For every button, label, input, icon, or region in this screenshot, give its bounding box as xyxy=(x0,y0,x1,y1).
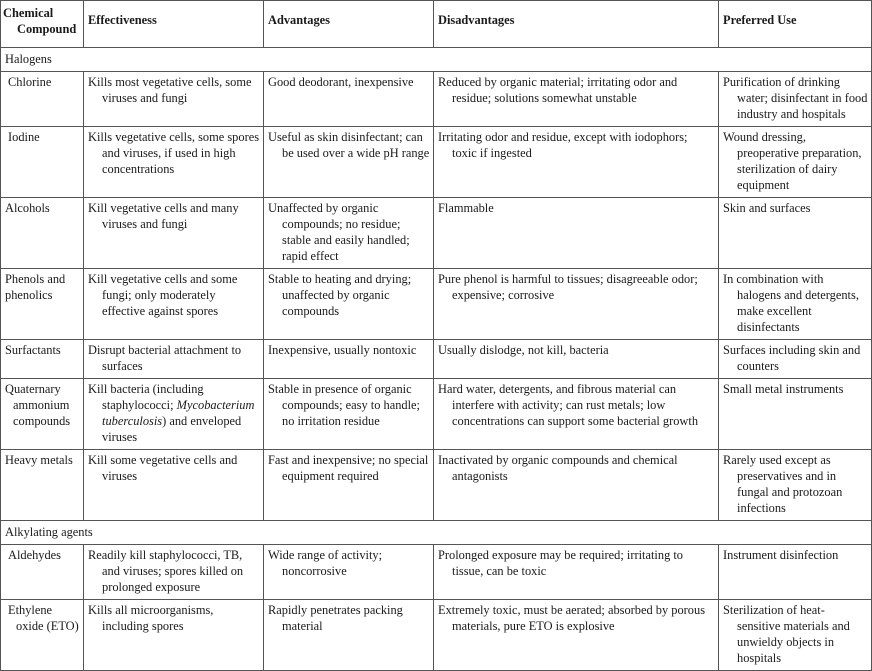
advantages-cell: Inexpensive, usually nontoxic xyxy=(264,340,434,379)
compound-name: Alcohols xyxy=(1,198,84,269)
advantages-cell: Fast and inexpensive; no special equipment required xyxy=(264,450,434,521)
effectiveness-cell: Kill vegetative cells and many viruses and fungi xyxy=(84,198,264,269)
compound-name: Phenols and phenolics xyxy=(1,269,84,340)
effectiveness-cell: Readily kill staphylococci, TB, and viruses; spores killed on prolonged exposure xyxy=(84,545,264,600)
disadvantages-cell: Irritating odor and residue, except with iodophors; toxic if ingested xyxy=(434,127,719,198)
compound-name: Aldehydes xyxy=(1,545,84,600)
table-row-alcohols xyxy=(1,198,872,269)
compound-name: Iodine xyxy=(1,127,84,198)
section-row-alkylating xyxy=(1,521,872,545)
advantages-cell: Useful as skin disinfectant; can be used over a wide pH range xyxy=(264,127,434,198)
section-label: Halogens xyxy=(1,48,872,72)
preferred-use-cell: In combination with halogens and detergents, make excellent disinfectants xyxy=(719,269,872,340)
compound-name: Ethylene oxide (ETO) xyxy=(1,600,84,671)
effectiveness-cell: Kills all microorganisms, including spores xyxy=(84,600,264,671)
compound-name: Chlorine xyxy=(1,72,84,127)
table-row-iodine xyxy=(1,127,872,198)
disadvantages-cell: Inactivated by organic compounds and chemical antagonists xyxy=(434,450,719,521)
table-row-quaternary xyxy=(1,379,872,450)
compound-name: Quaternary ammonium compounds xyxy=(1,379,84,450)
disadvantages-cell: Hard water, detergents, and fibrous material can interfere with activity; can rust metals; low concentrations can support some bacterial growth xyxy=(434,379,719,450)
effectiveness-cell: Disrupt bacterial attachment to surfaces xyxy=(84,340,264,379)
advantages-cell: Stable to heating and drying; unaffected by organic compounds xyxy=(264,269,434,340)
effectiveness-cell: Kill some vegetative cells and viruses xyxy=(84,450,264,521)
table-row-aldehydes xyxy=(1,545,872,600)
section-row-halogens xyxy=(1,48,872,72)
disadvantages-cell: Flammable xyxy=(434,198,719,269)
advantages-cell: Wide range of activity; noncorrosive xyxy=(264,545,434,600)
disadvantages-cell: Prolonged exposure may be required; irritating to tissue, can be toxic xyxy=(434,545,719,600)
advantages-cell: Unaffected by organic compounds; no residue; stable and easily handled; rapid effect xyxy=(264,198,434,269)
preferred-use-cell: Wound dressing, preoperative preparation, sterilization of dairy equipment xyxy=(719,127,872,198)
disadvantages-cell: Usually dislodge, not kill, bacteria xyxy=(434,340,719,379)
table-row-chlorine xyxy=(1,72,872,127)
advantages-cell: Stable in presence of organic compounds; easy to handle; no irritation residue xyxy=(264,379,434,450)
preferred-use-cell: Skin and surfaces xyxy=(719,198,872,269)
disadvantages-cell: Reduced by organic material; irritating odor and residue; solutions somewhat unstable xyxy=(434,72,719,127)
preferred-use-cell: Purification of drinking water; disinfectant in food industry and hospitals xyxy=(719,72,872,127)
preferred-use-cell: Small metal instruments xyxy=(719,379,872,450)
section-label: Alkylating agents xyxy=(1,521,872,545)
header-preferred-use: Preferred Use xyxy=(719,1,872,48)
compound-name: Heavy metals xyxy=(1,450,84,521)
effectiveness-cell: Kill bacteria (including staphylococci; Mycobacterium tuberculosis) and enveloped viruses xyxy=(84,379,264,450)
header-effectiveness: Effectiveness xyxy=(84,1,264,48)
header-row xyxy=(1,1,872,48)
header-advantages: Advantages xyxy=(264,1,434,48)
disadvantages-cell: Pure phenol is harmful to tissues; disagreeable odor; expensive; corrosive xyxy=(434,269,719,340)
preferred-use-cell: Sterilization of heat-sensitive materials and unwieldy objects in hospitals xyxy=(719,600,872,671)
effectiveness-cell: Kills most vegetative cells, some viruses and fungi xyxy=(84,72,264,127)
advantages-cell: Rapidly penetrates packing material xyxy=(264,600,434,671)
header-disadvantages: Disadvantages xyxy=(434,1,719,48)
preferred-use-cell: Surfaces including skin and counters xyxy=(719,340,872,379)
table-row-eto xyxy=(1,600,872,671)
advantages-cell: Good deodorant, inexpensive xyxy=(264,72,434,127)
disadvantages-cell: Extremely toxic, must be aerated; absorbed by porous materials, pure ETO is explosive xyxy=(434,600,719,671)
compound-name: Surfactants xyxy=(1,340,84,379)
preferred-use-cell: Rarely used except as preservatives and in fungal and protozoan infections xyxy=(719,450,872,521)
table-row-surfactants xyxy=(1,340,872,379)
preferred-use-cell: Instrument disinfection xyxy=(719,545,872,600)
effectiveness-cell: Kill vegetative cells and some fungi; only moderately effective against spores xyxy=(84,269,264,340)
table-row-heavy-metals xyxy=(1,450,872,521)
header-compound: Chemical Compound xyxy=(1,1,84,48)
effectiveness-cell: Kills vegetative cells, some spores and viruses, if used in high concentrations xyxy=(84,127,264,198)
table-row-phenols xyxy=(1,269,872,340)
